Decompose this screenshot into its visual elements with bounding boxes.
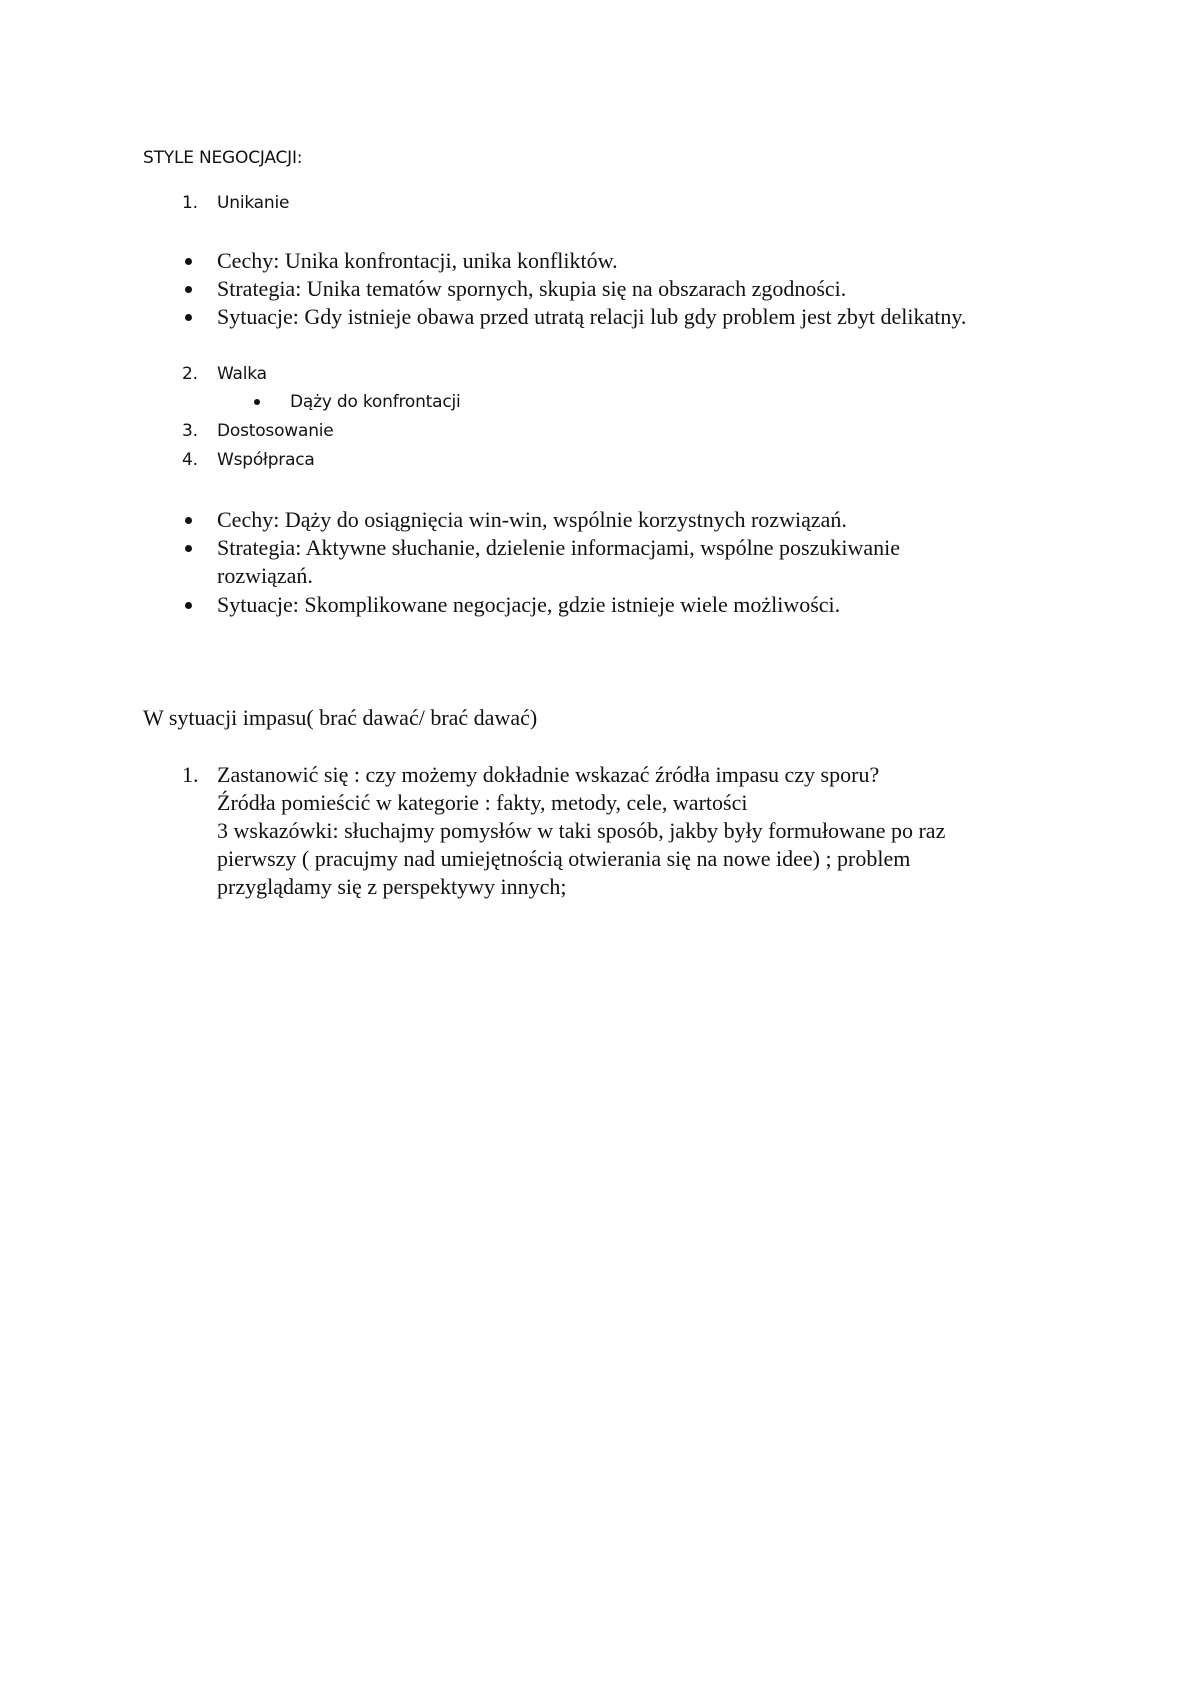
list-item: Strategia: Aktywne słuchanie, dzielenie informacjami, wspólne poszukiwanie — [217, 535, 901, 560]
list-number: 4. — [182, 450, 198, 470]
list-number: 2. — [182, 364, 198, 384]
bullet-icon — [185, 602, 192, 609]
bullet-icon — [185, 314, 192, 321]
paragraph-line: pierwszy ( pracujmy nad umiejętnością otwierania się na nowe idee) ; problem — [217, 846, 911, 871]
paragraph-line: Źródła pomieścić w kategorie : fakty, metody, cele, wartości — [217, 790, 748, 815]
style-item-label: Współpraca — [217, 450, 315, 470]
paragraph-line: 3 wskazówki: słuchajmy pomysłów w taki sposób, jakby były formułowane po raz — [217, 818, 946, 843]
paragraph-line: przyglądamy się z perspektywy innych; — [217, 874, 567, 899]
paragraph-line: Zastanowić się : czy możemy dokładnie wskazać źródła impasu czy sporu? — [217, 762, 880, 787]
style-item-label: Walka — [217, 364, 267, 384]
list-number: 1. — [182, 762, 199, 787]
list-item: Sytuacje: Gdy istnieje obawa przed utratą relacji lub gdy problem jest zbyt delikatny. — [217, 304, 967, 329]
style-item-label: Dostosowanie — [217, 421, 334, 441]
bullet-icon — [185, 517, 192, 524]
bullet-icon — [185, 545, 192, 552]
list-item: Strategia: Unika tematów spornych, skupia się na obszarach zgodności. — [217, 276, 847, 301]
list-number: 1. — [182, 193, 198, 213]
bullet-icon — [254, 399, 260, 405]
list-item-continuation: rozwiązań. — [217, 563, 313, 588]
bullet-icon — [185, 286, 192, 293]
document-title: STYLE NEGOCJACJI: — [143, 148, 303, 168]
list-item: Cechy: Dąży do osiągnięcia win-win, wspólnie korzystnych rozwiązań. — [217, 507, 847, 532]
list-item: Cechy: Unika konfrontacji, unika konfliktów. — [217, 248, 618, 273]
section-heading: W sytuacji impasu( brać dawać/ brać dawać) — [143, 705, 538, 730]
bullet-icon — [185, 258, 192, 265]
list-item: Sytuacje: Skomplikowane negocjacje, gdzie istnieje wiele możliwości. — [217, 592, 841, 617]
style-item-label: Unikanie — [217, 193, 290, 213]
list-item: Dąży do konfrontacji — [290, 392, 461, 412]
list-number: 3. — [182, 421, 198, 441]
